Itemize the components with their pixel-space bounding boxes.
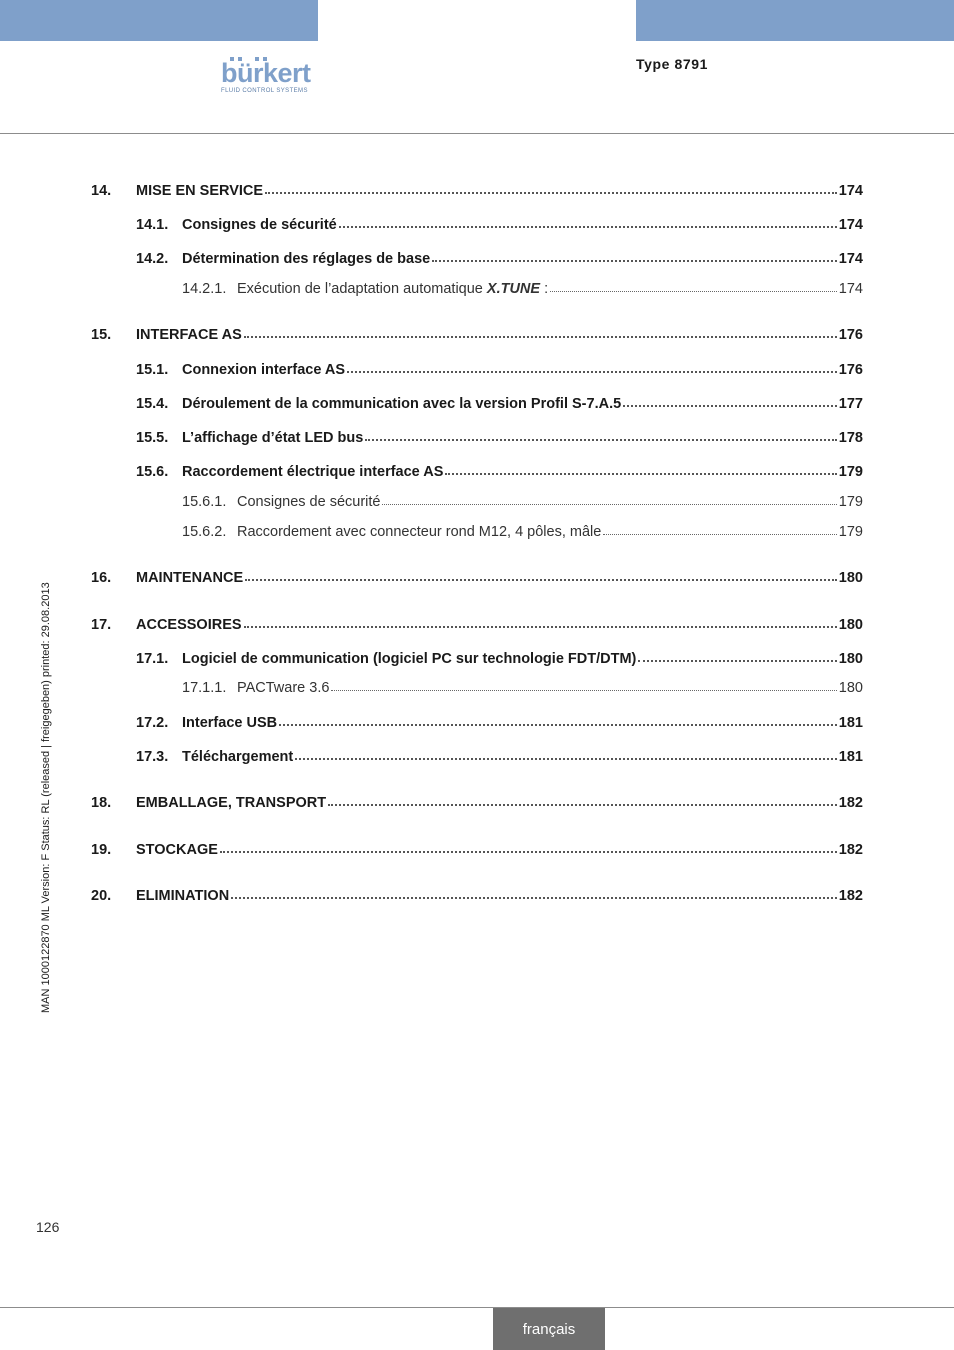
toc-entry-body <box>182 215 863 235</box>
toc-dot-leader <box>603 533 836 535</box>
toc-entry-page: 177 <box>838 396 863 412</box>
toc-entry-title <box>136 886 229 906</box>
toc-entry-number: 19. <box>91 842 112 858</box>
footer-divider <box>0 1307 954 1308</box>
toc-entry-title-text: Raccordement avec connecteur rond M12, 4 pôles, mâle <box>237 524 602 540</box>
toc-entry-body <box>136 568 863 588</box>
toc-entry[interactable] <box>0 325 954 345</box>
toc-entry-title <box>237 678 329 698</box>
toc-entry[interactable] <box>0 747 954 767</box>
toc-entry-title <box>182 215 337 235</box>
toc-entry-page: 179 <box>838 524 863 540</box>
toc-entry-page: 182 <box>838 842 863 858</box>
toc-entry-title <box>182 428 363 448</box>
toc-entry-number: 15.5. <box>136 430 169 446</box>
toc-entry-body <box>136 181 863 201</box>
toc-entry-title-text: Déroulement de la communication avec la version Profil S-7.A.5 <box>182 396 622 412</box>
toc-entry-number: 15.6. <box>136 464 169 480</box>
toc-entry[interactable] <box>0 360 954 380</box>
toc-entry-title <box>136 181 263 201</box>
toc-dot-leader <box>638 659 836 662</box>
toc-entry-body <box>237 279 863 299</box>
toc-entry-title-text: Détermination des réglages de base <box>182 251 431 267</box>
toc-dot-leader <box>339 225 837 228</box>
toc-entry-title-text: EMBALLAGE, TRANSPORT <box>136 795 327 811</box>
toc-entry[interactable] <box>0 462 954 482</box>
toc-entry-title-text: ELIMINATION <box>136 888 230 904</box>
toc-dot-leader <box>445 472 836 475</box>
header-bar-right <box>636 0 954 41</box>
toc-entry-body <box>136 615 863 635</box>
toc-dot-leader <box>347 370 837 373</box>
toc-entry-title <box>237 522 601 542</box>
toc-entry-number: 18. <box>91 795 112 811</box>
toc-entry[interactable] <box>0 615 954 635</box>
toc-entry[interactable] <box>0 279 954 299</box>
toc-entry-title-text: MISE EN SERVICE <box>136 183 264 199</box>
toc-entry-body <box>136 886 863 906</box>
toc-entry-number: 17.3. <box>136 749 169 765</box>
toc-entry-number: 20. <box>91 888 112 904</box>
toc-entry-body <box>182 747 863 767</box>
toc-entry-body <box>182 360 863 380</box>
toc-entry-number: 15.6.2. <box>182 524 227 540</box>
header-bar-left <box>0 0 318 41</box>
toc-entry-title <box>136 840 218 860</box>
toc-entry-number: 17.2. <box>136 715 169 731</box>
toc-entry-title-text: L’affichage d’état LED bus <box>182 430 364 446</box>
toc-entry-number: 15.4. <box>136 396 169 412</box>
toc-entry-title <box>136 793 326 813</box>
logo-tagline: FLUID CONTROL SYSTEMS <box>221 88 308 94</box>
toc-entry-page: 181 <box>838 715 863 731</box>
toc-entry-title <box>182 747 293 767</box>
toc-entry-title <box>182 649 636 669</box>
toc-entry-page: 182 <box>838 795 863 811</box>
document-type: Type 8791 <box>636 56 709 72</box>
toc-entry-number: 14. <box>91 183 112 199</box>
toc-dot-leader <box>245 578 837 581</box>
toc-entry-body <box>182 249 863 269</box>
logo-wordmark: bürkert <box>221 58 311 88</box>
toc-dot-leader <box>382 503 836 505</box>
toc-entry-title <box>182 462 443 482</box>
toc-entry-title <box>136 325 242 345</box>
toc-dot-leader <box>623 404 837 407</box>
toc-entry-title-text: Consignes de sécurité <box>237 494 381 510</box>
toc-entry-title-text: Téléchargement <box>182 749 294 765</box>
toc-entry-title <box>182 360 345 380</box>
toc-entry-page: 178 <box>838 430 863 446</box>
toc-entry[interactable] <box>0 249 954 269</box>
toc-entry-number: 15.6.1. <box>182 494 227 510</box>
toc-entry-page: 179 <box>838 464 863 480</box>
toc-entry-page: 180 <box>838 680 863 696</box>
toc-dot-leader <box>244 625 837 628</box>
toc-entry[interactable] <box>0 840 954 860</box>
toc-entry[interactable] <box>0 492 954 512</box>
toc-dot-leader <box>432 259 837 262</box>
toc-entry-title-text: PACTware 3.6 <box>237 680 330 696</box>
toc-entry[interactable] <box>0 522 954 542</box>
toc-entry-page: 180 <box>838 570 863 586</box>
toc-entry-number: 15.1. <box>136 362 169 378</box>
document-status-info: MAN 1000122870 ML Version: F Status: RL (released | freigegeben) printed: 29.08.2013 <box>40 582 52 1013</box>
toc-entry-body <box>136 793 863 813</box>
toc-entry-page: 182 <box>838 888 863 904</box>
toc-entry-number: 16. <box>91 570 112 586</box>
toc-entry[interactable] <box>0 678 954 698</box>
toc-dot-leader <box>265 191 837 194</box>
toc-entry-number: 14.2.1. <box>182 281 227 297</box>
toc-entry[interactable] <box>0 713 954 733</box>
toc-dot-leader <box>220 850 837 853</box>
toc-entry-title-text: Exécution de l’adaptation automatique <box>237 281 483 297</box>
toc-entry[interactable] <box>0 886 954 906</box>
toc-entry-title-text: INTERFACE AS <box>136 327 242 343</box>
page-number: 126 <box>36 1219 60 1235</box>
toc-entry-title-text: MAINTENANCE <box>136 570 244 586</box>
toc-entry-body <box>182 713 863 733</box>
toc-entry-number: 14.2. <box>136 251 169 267</box>
toc-dot-leader <box>244 335 837 338</box>
toc-entry-body <box>182 428 863 448</box>
toc-entry-page: 180 <box>838 651 863 667</box>
toc-entry-page: 174 <box>838 217 863 233</box>
toc-dot-leader <box>295 757 837 760</box>
toc-entry[interactable] <box>0 181 954 201</box>
toc-entry-title-suffix: : <box>540 281 549 297</box>
toc-entry-number: 15. <box>91 327 112 343</box>
toc-entry-title <box>136 615 242 635</box>
toc-entry-page: 174 <box>838 281 863 297</box>
toc-entry-title <box>237 492 380 512</box>
toc-entry-number: 17.1. <box>136 651 169 667</box>
toc-entry-page: 179 <box>838 494 863 510</box>
toc-dot-leader <box>328 803 837 806</box>
toc-entry-body <box>237 678 863 698</box>
toc-entry-body <box>182 649 863 669</box>
toc-entry-title <box>136 568 243 588</box>
toc-entry[interactable] <box>0 649 954 669</box>
toc-entry-title-text: Logiciel de communication (logiciel PC sur technologie FDT/DTM) <box>182 651 637 667</box>
toc-entry[interactable] <box>0 568 954 588</box>
toc-entry-title-text: Raccordement électrique interface AS <box>182 464 444 480</box>
toc-entry-body <box>136 325 863 345</box>
toc-entry-number: 17.1.1. <box>182 680 227 696</box>
toc-entry[interactable] <box>0 428 954 448</box>
toc-entry-body <box>136 840 863 860</box>
toc-dot-leader <box>365 438 837 441</box>
toc-entry-number: 14.1. <box>136 217 169 233</box>
toc-entry-page: 176 <box>838 327 863 343</box>
toc-dot-leader <box>279 723 837 726</box>
header-divider <box>0 133 954 134</box>
toc-entry-body <box>237 522 863 542</box>
toc-dot-leader <box>231 896 837 899</box>
language-tab[interactable]: français <box>493 1308 605 1350</box>
toc-entry[interactable] <box>0 394 954 414</box>
toc-entry-page: 180 <box>838 617 863 633</box>
toc-entry-page: 174 <box>838 251 863 267</box>
toc-entry-title-emphasis: X.TUNE <box>486 281 541 297</box>
toc-dot-leader <box>550 290 837 292</box>
toc-entry-title-text: Connexion interface AS <box>182 362 346 378</box>
toc-entry[interactable] <box>0 793 954 813</box>
toc-entry-title-text: Interface USB <box>182 715 278 731</box>
toc-entry-title <box>182 394 621 414</box>
toc-entry-page: 176 <box>838 362 863 378</box>
toc-entry-body <box>237 492 863 512</box>
toc-dot-leader <box>331 689 836 691</box>
toc-entry-number: 17. <box>91 617 112 633</box>
toc-entry-title <box>182 713 277 733</box>
toc-entry-body <box>182 394 863 414</box>
toc-entry-title-text: ACCESSOIRES <box>136 617 242 633</box>
burkert-logo <box>221 57 321 97</box>
toc-entry-title <box>237 279 548 299</box>
toc-entry-page: 181 <box>838 749 863 765</box>
toc-entry-title-text: Consignes de sécurité <box>182 217 337 233</box>
toc-entry[interactable] <box>0 215 954 235</box>
toc-entry-body <box>182 462 863 482</box>
toc-entry-page: 174 <box>838 183 863 199</box>
toc-entry-title <box>182 249 430 269</box>
toc-entry-title-text: STOCKAGE <box>136 842 218 858</box>
